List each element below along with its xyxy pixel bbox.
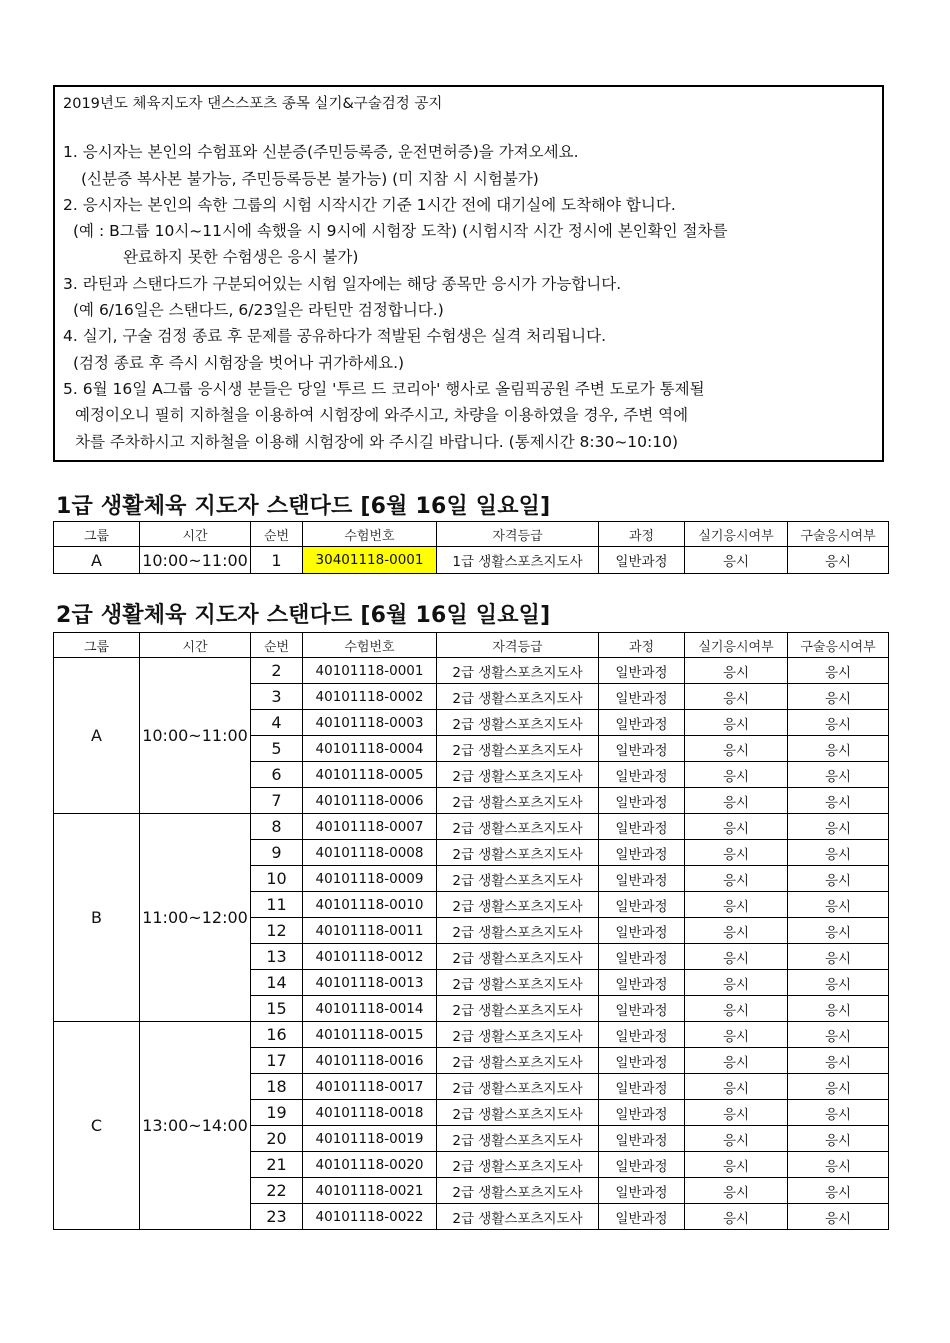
cell-oral: 응시 [788, 840, 889, 866]
cell-course: 일반과정 [599, 736, 685, 762]
cell-grade: 2급 생활스포츠지도사 [437, 788, 599, 814]
notice-line: 완료하지 못한 수험생은 응시 불가) [123, 248, 359, 267]
cell-group: A [54, 658, 140, 814]
cell-practical: 응시 [685, 1022, 788, 1048]
cell-id: 40101118-0004 [303, 736, 437, 762]
cell-practical: 응시 [685, 866, 788, 892]
cell-course: 일반과정 [599, 1022, 685, 1048]
cell-practical: 응시 [685, 1126, 788, 1152]
cell-grade: 2급 생활스포츠지도사 [437, 1022, 599, 1048]
cell-num: 1 [251, 547, 303, 574]
cell-course: 일반과정 [599, 762, 685, 788]
cell-course: 일반과정 [599, 840, 685, 866]
cell-grade: 2급 생활스포츠지도사 [437, 1204, 599, 1230]
cell-practical: 응시 [685, 710, 788, 736]
cell-course: 일반과정 [599, 866, 685, 892]
cell-oral: 응시 [788, 1100, 889, 1126]
cell-grade: 2급 생활스포츠지도사 [437, 970, 599, 996]
cell-oral: 응시 [788, 1022, 889, 1048]
cell-oral: 응시 [788, 710, 889, 736]
cell-course: 일반과정 [599, 970, 685, 996]
cell-num: 6 [251, 762, 303, 788]
cell-id: 40101118-0007 [303, 814, 437, 840]
cell-oral: 응시 [788, 944, 889, 970]
cell-course: 일반과정 [599, 1074, 685, 1100]
header-time: 시간 [140, 633, 251, 658]
notice-box [53, 85, 884, 462]
cell-grade: 2급 생활스포츠지도사 [437, 944, 599, 970]
cell-grade: 2급 생활스포츠지도사 [437, 996, 599, 1022]
notice-line: 4. 실기, 구술 검정 종료 후 문제를 공유하다가 적발된 수험생은 실격 처리됩니다. [63, 327, 607, 346]
cell-num: 4 [251, 710, 303, 736]
notice-line: 2. 응시자는 본인의 속한 그룹의 시험 시작시간 기준 1시간 전에 대기실에 도착해야 합니다. [63, 195, 676, 214]
cell-time: 10:00~11:00 [140, 547, 251, 574]
table-row [54, 658, 889, 684]
cell-num: 23 [251, 1204, 303, 1230]
cell-id: 40101118-0009 [303, 866, 437, 892]
header-course: 과정 [599, 522, 685, 547]
notice-line: 차를 주차하시고 지하철을 이용해 시험장에 와 주시길 바랍니다. (통제시간 8:30~10:10) [75, 432, 679, 451]
cell-course: 일반과정 [599, 547, 685, 574]
cell-course: 일반과정 [599, 892, 685, 918]
table-header-row [54, 522, 889, 547]
cell-practical: 응시 [685, 736, 788, 762]
cell-id: 40101118-0020 [303, 1152, 437, 1178]
cell-id: 40101118-0022 [303, 1204, 437, 1230]
cell-practical: 응시 [685, 1100, 788, 1126]
header-practical: 실기응시여부 [685, 522, 788, 547]
cell-grade: 2급 생활스포츠지도사 [437, 1152, 599, 1178]
notice-line: (예 6/16일은 스탠다드, 6/23일은 라틴만 검정합니다.) [73, 301, 444, 320]
section1-title: 1급 생활체육 지도자 스탠다드 [6월 16일 일요일] [56, 494, 551, 519]
cell-oral: 응시 [788, 788, 889, 814]
cell-practical: 응시 [685, 1204, 788, 1230]
cell-num: 9 [251, 840, 303, 866]
cell-oral: 응시 [788, 1204, 889, 1230]
notice-line: 5. 6월 16일 A그룹 응시생 분들은 당일 '투르 드 코리아' 행사로 올림픽공원 주변 도로가 통제될 [63, 379, 705, 398]
cell-oral: 응시 [788, 658, 889, 684]
cell-oral: 응시 [788, 1152, 889, 1178]
cell-oral: 응시 [788, 1178, 889, 1204]
cell-num: 13 [251, 944, 303, 970]
notice-line: 3. 라틴과 스탠다드가 구분되어있는 시험 일자에는 해당 종목만 응시가 가능합니다. [63, 274, 622, 293]
cell-num: 10 [251, 866, 303, 892]
cell-course: 일반과정 [599, 944, 685, 970]
cell-oral: 응시 [788, 684, 889, 710]
cell-course: 일반과정 [599, 710, 685, 736]
cell-id: 40101118-0016 [303, 1048, 437, 1074]
cell-id: 40101118-0005 [303, 762, 437, 788]
cell-num: 8 [251, 814, 303, 840]
cell-oral: 응시 [788, 1048, 889, 1074]
cell-practical: 응시 [685, 1152, 788, 1178]
cell-grade: 2급 생활스포츠지도사 [437, 866, 599, 892]
header-id: 수험번호 [303, 633, 437, 658]
cell-course: 일반과정 [599, 1204, 685, 1230]
cell-id: 40101118-0002 [303, 684, 437, 710]
cell-num: 7 [251, 788, 303, 814]
header-num: 순번 [251, 522, 303, 547]
cell-course: 일반과정 [599, 1178, 685, 1204]
cell-course: 일반과정 [599, 996, 685, 1022]
cell-oral: 응시 [788, 866, 889, 892]
cell-time: 11:00~12:00 [140, 814, 251, 1022]
header-oral: 구술응시여부 [788, 522, 889, 547]
table-row [54, 1022, 889, 1048]
cell-grade: 2급 생활스포츠지도사 [437, 1048, 599, 1074]
header-group: 그룹 [54, 522, 140, 547]
cell-practical: 응시 [685, 814, 788, 840]
header-practical: 실기응시여부 [685, 633, 788, 658]
notice-title: 2019년도 체육지도자 댄스스포츠 종목 실기&구술검정 공지 [63, 96, 443, 112]
header-grade: 자격등급 [437, 522, 599, 547]
cell-course: 일반과정 [599, 1126, 685, 1152]
cell-practical: 응시 [685, 892, 788, 918]
cell-grade: 2급 생활스포츠지도사 [437, 892, 599, 918]
cell-num: 21 [251, 1152, 303, 1178]
cell-oral: 응시 [788, 814, 889, 840]
cell-oral: 응시 [788, 970, 889, 996]
cell-grade: 2급 생활스포츠지도사 [437, 1074, 599, 1100]
cell-grade: 2급 생활스포츠지도사 [437, 918, 599, 944]
notice-line: (검정 종료 후 즉시 시험장을 벗어나 귀가하세요.) [73, 353, 405, 372]
cell-num: 22 [251, 1178, 303, 1204]
cell-course: 일반과정 [599, 814, 685, 840]
table-header-row [54, 633, 889, 658]
cell-group: C [54, 1022, 140, 1230]
cell-num: 20 [251, 1126, 303, 1152]
cell-grade: 2급 생활스포츠지도사 [437, 710, 599, 736]
cell-id: 40101118-0006 [303, 788, 437, 814]
cell-practical: 응시 [685, 1074, 788, 1100]
cell-practical: 응시 [685, 944, 788, 970]
cell-grade: 2급 생활스포츠지도사 [437, 1126, 599, 1152]
notice-line: (예 : B그룹 10시~11시에 속했을 시 9시에 시험장 도착) (시험시작 시간 정시에 본인확인 절차를 [73, 222, 728, 241]
cell-practical: 응시 [685, 658, 788, 684]
cell-id: 40101118-0001 [303, 658, 437, 684]
cell-oral: 응시 [788, 892, 889, 918]
cell-grade: 2급 생활스포츠지도사 [437, 658, 599, 684]
grade1-table [53, 521, 889, 574]
cell-id: 40101118-0010 [303, 892, 437, 918]
cell-id: 40101118-0011 [303, 918, 437, 944]
cell-oral: 응시 [788, 996, 889, 1022]
cell-practical: 응시 [685, 970, 788, 996]
cell-practical: 응시 [685, 918, 788, 944]
cell-num: 3 [251, 684, 303, 710]
cell-grade: 2급 생활스포츠지도사 [437, 1178, 599, 1204]
cell-practical: 응시 [685, 996, 788, 1022]
notice-line: 예정이오니 필히 지하철을 이용하여 시험장에 와주시고, 차량을 이용하였을 경우, 주변 역에 [75, 406, 689, 425]
table-row [54, 547, 889, 574]
header-num: 순번 [251, 633, 303, 658]
cell-id: 40101118-0015 [303, 1022, 437, 1048]
cell-num: 12 [251, 918, 303, 944]
cell-grade: 2급 생활스포츠지도사 [437, 814, 599, 840]
header-grade: 자격등급 [437, 633, 599, 658]
cell-num: 14 [251, 970, 303, 996]
cell-group: B [54, 814, 140, 1022]
cell-id: 40101118-0003 [303, 710, 437, 736]
cell-grade: 2급 생활스포츠지도사 [437, 840, 599, 866]
cell-id: 40101118-0019 [303, 1126, 437, 1152]
notice-line: (신분증 복사본 불가능, 주민등록등본 불가능) (미 지참 시 시험불가) [81, 169, 539, 188]
cell-course: 일반과정 [599, 1048, 685, 1074]
cell-id-highlighted: 30401118-0001 [303, 547, 437, 574]
header-group: 그룹 [54, 633, 140, 658]
header-id: 수험번호 [303, 522, 437, 547]
cell-time: 10:00~11:00 [140, 658, 251, 814]
cell-id: 40101118-0013 [303, 970, 437, 996]
cell-oral: 응시 [788, 762, 889, 788]
cell-oral: 응시 [788, 547, 889, 574]
cell-id: 40101118-0014 [303, 996, 437, 1022]
cell-practical: 응시 [685, 840, 788, 866]
cell-num: 18 [251, 1074, 303, 1100]
cell-oral: 응시 [788, 1074, 889, 1100]
grade2-table [53, 632, 889, 1230]
table-row [54, 814, 889, 840]
cell-practical: 응시 [685, 788, 788, 814]
cell-practical: 응시 [685, 547, 788, 574]
cell-practical: 응시 [685, 684, 788, 710]
cell-grade: 2급 생활스포츠지도사 [437, 684, 599, 710]
cell-group: A [54, 547, 140, 574]
cell-course: 일반과정 [599, 918, 685, 944]
cell-time: 13:00~14:00 [140, 1022, 251, 1230]
cell-practical: 응시 [685, 1178, 788, 1204]
cell-practical: 응시 [685, 762, 788, 788]
cell-num: 15 [251, 996, 303, 1022]
cell-course: 일반과정 [599, 684, 685, 710]
cell-num: 16 [251, 1022, 303, 1048]
cell-id: 40101118-0017 [303, 1074, 437, 1100]
cell-course: 일반과정 [599, 1100, 685, 1126]
cell-num: 11 [251, 892, 303, 918]
notice-line: 1. 응시자는 본인의 수험표와 신분증(주민등록증, 운전면허증)을 가져오세요. [63, 143, 579, 162]
section2-title: 2급 생활체육 지도자 스탠다드 [6월 16일 일요일] [56, 603, 551, 628]
cell-id: 40101118-0018 [303, 1100, 437, 1126]
header-course: 과정 [599, 633, 685, 658]
cell-num: 19 [251, 1100, 303, 1126]
cell-course: 일반과정 [599, 788, 685, 814]
header-oral: 구술응시여부 [788, 633, 889, 658]
cell-id: 40101118-0021 [303, 1178, 437, 1204]
cell-grade: 2급 생활스포츠지도사 [437, 762, 599, 788]
cell-oral: 응시 [788, 918, 889, 944]
cell-num: 17 [251, 1048, 303, 1074]
cell-id: 40101118-0008 [303, 840, 437, 866]
cell-num: 2 [251, 658, 303, 684]
cell-oral: 응시 [788, 1126, 889, 1152]
cell-grade: 2급 생활스포츠지도사 [437, 1100, 599, 1126]
cell-id: 40101118-0012 [303, 944, 437, 970]
cell-practical: 응시 [685, 1048, 788, 1074]
cell-grade: 2급 생활스포츠지도사 [437, 736, 599, 762]
cell-num: 5 [251, 736, 303, 762]
header-time: 시간 [140, 522, 251, 547]
cell-grade: 1급 생활스포츠지도사 [437, 547, 599, 574]
cell-course: 일반과정 [599, 1152, 685, 1178]
cell-oral: 응시 [788, 736, 889, 762]
cell-course: 일반과정 [599, 658, 685, 684]
